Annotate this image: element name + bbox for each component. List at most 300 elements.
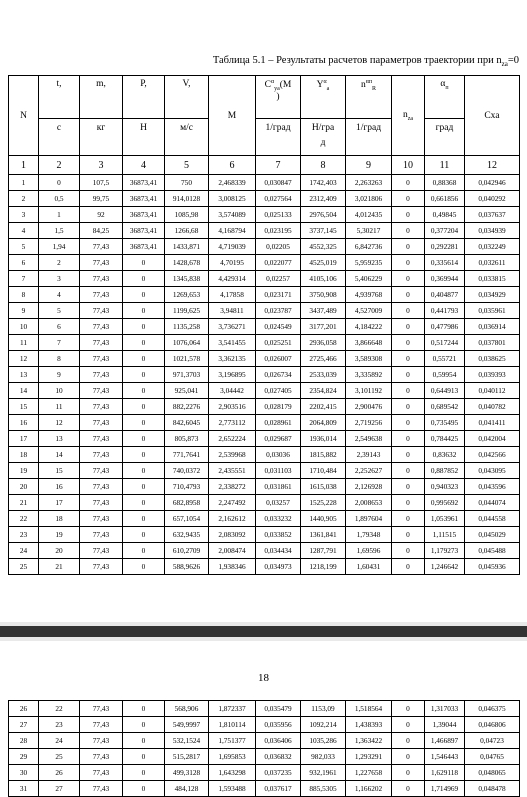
table-cell: 0 xyxy=(123,303,165,319)
table-cell: 3,866648 xyxy=(346,335,392,351)
table-row xyxy=(9,271,520,287)
table-cell: 0 xyxy=(392,207,425,223)
colnum-cell: 2 xyxy=(39,156,80,175)
table-cell: 26 xyxy=(39,765,80,781)
table-cell: 0,042946 xyxy=(465,175,520,191)
table-cell: 1199,625 xyxy=(165,303,209,319)
header-m: m, xyxy=(80,76,123,119)
header-nr: $n^{\alpha п}_R$ xyxy=(346,76,392,119)
table-cell: 0 xyxy=(123,367,165,383)
table-cell: 3,196895 xyxy=(209,367,256,383)
table-row xyxy=(9,287,520,303)
table-cell: 0,369944 xyxy=(425,271,465,287)
table-cell: 0,034973 xyxy=(256,559,301,575)
table-cell: 0,043596 xyxy=(465,479,520,495)
table-cell: 1,466897 xyxy=(425,733,465,749)
results-table-continuation xyxy=(8,700,520,797)
table-cell: 6 xyxy=(39,319,80,335)
table-cell: 1,79348 xyxy=(346,527,392,543)
table-cell: 0,039393 xyxy=(465,367,520,383)
table-cell: 2,083092 xyxy=(209,527,256,543)
table-cell: 0 xyxy=(392,271,425,287)
header-t: t, xyxy=(39,76,80,119)
table-cell: 0,046806 xyxy=(465,717,520,733)
colnum-cell: 3 xyxy=(80,156,123,175)
table-cell: 682,8958 xyxy=(165,495,209,511)
table-cell: 16 xyxy=(39,479,80,495)
colnum-cell: 7 xyxy=(256,156,301,175)
table-cell: 3,04442 xyxy=(209,383,256,399)
table-cell: 0,040112 xyxy=(465,383,520,399)
table-row xyxy=(9,495,520,511)
colnum-cell: 11 xyxy=(425,156,465,175)
table-cell: 0 xyxy=(123,447,165,463)
table-cell: 1035,286 xyxy=(301,733,346,749)
table-cell: 0,404877 xyxy=(425,287,465,303)
table-cell: 77,43 xyxy=(80,781,123,797)
table-row xyxy=(9,207,520,223)
table-cell: 14 xyxy=(39,447,80,463)
table-row xyxy=(9,351,520,367)
table-cell: 1,60431 xyxy=(346,559,392,575)
table-cell: 0,689542 xyxy=(425,399,465,415)
table-cell: 19 xyxy=(39,527,80,543)
table-cell: 0 xyxy=(392,447,425,463)
table-cell: 0 xyxy=(392,399,425,415)
table-cell: 1,94 xyxy=(39,239,80,255)
table-cell: 12 xyxy=(39,415,80,431)
table-cell: 1815,882 xyxy=(301,447,346,463)
table-row xyxy=(9,479,520,495)
table-cell: 14 xyxy=(9,383,39,399)
table-cell: 740,0372 xyxy=(165,463,209,479)
table-cell: 2,247492 xyxy=(209,495,256,511)
table-cell: 0,048065 xyxy=(465,765,520,781)
table-cell: 2,162612 xyxy=(209,511,256,527)
table-cell: 25 xyxy=(9,559,39,575)
table-cell: 7 xyxy=(39,335,80,351)
table-cell: 1269,653 xyxy=(165,287,209,303)
table-cell: 1153,09 xyxy=(301,701,346,717)
table-cell: 29 xyxy=(9,749,39,765)
table-cell: 4,17858 xyxy=(209,287,256,303)
table-cell: 0 xyxy=(123,431,165,447)
table-cell: 0,036914 xyxy=(465,319,520,335)
table-cell: 0,887852 xyxy=(425,463,465,479)
table-row xyxy=(9,431,520,447)
table-cell: 0 xyxy=(392,431,425,447)
table-cell: 77,43 xyxy=(80,287,123,303)
table-cell: 4,184222 xyxy=(346,319,392,335)
table-cell: 5 xyxy=(9,239,39,255)
table-cell: 0 xyxy=(392,223,425,239)
table-cell: 25 xyxy=(39,749,80,765)
table-row xyxy=(9,749,520,765)
table-cell: 0,037637 xyxy=(465,207,520,223)
table-cell: 925,041 xyxy=(165,383,209,399)
table-cell: 1,5 xyxy=(39,223,80,239)
table-cell: 77,43 xyxy=(80,319,123,335)
table-cell: 77,43 xyxy=(80,479,123,495)
table-cell: 2,252627 xyxy=(346,463,392,479)
table-cell: 0 xyxy=(392,175,425,191)
table-cell: 971,3703 xyxy=(165,367,209,383)
table-cell: 1,897604 xyxy=(346,511,392,527)
table-cell: 17 xyxy=(9,431,39,447)
table-cell: 1,227658 xyxy=(346,765,392,781)
header-v: V, xyxy=(165,76,209,119)
table-cell: 1,695853 xyxy=(209,749,256,765)
table-cell: 1361,841 xyxy=(301,527,346,543)
table-cell: 588,9626 xyxy=(165,559,209,575)
table-cell: 0 xyxy=(123,255,165,271)
caption-tail: =0 xyxy=(507,55,519,66)
table-cell: 0,035961 xyxy=(465,303,520,319)
table-cell: 632,9435 xyxy=(165,527,209,543)
table-cell: 6 xyxy=(9,255,39,271)
table-cell: 0,023787 xyxy=(256,303,301,319)
table-cell: 0,02257 xyxy=(256,271,301,287)
table-cell: 77,43 xyxy=(80,335,123,351)
header-row-names xyxy=(9,76,520,119)
table-row xyxy=(9,717,520,733)
table-cell: 36873,41 xyxy=(123,191,165,207)
colnum-cell: 12 xyxy=(465,156,520,175)
table-cell: 3,021806 xyxy=(346,191,392,207)
table-cell: 77,43 xyxy=(80,717,123,733)
table-cell: 0 xyxy=(123,335,165,351)
table-cell: 0 xyxy=(123,319,165,335)
table-cell: 9 xyxy=(9,303,39,319)
table-cell: 11 xyxy=(39,399,80,415)
table-cell: 0,034434 xyxy=(256,543,301,559)
table-cell: 20 xyxy=(39,543,80,559)
table-cell: 19 xyxy=(9,463,39,479)
table-cell: 1,518564 xyxy=(346,701,392,717)
table-cell: 2354,824 xyxy=(301,383,346,399)
colnum-cell: 10 xyxy=(392,156,425,175)
table-cell: 1,69596 xyxy=(346,543,392,559)
table-cell: 36873,41 xyxy=(123,207,165,223)
table-cell: 7 xyxy=(9,271,39,287)
table-cell: 15 xyxy=(39,463,80,479)
table-cell: 1,593488 xyxy=(209,781,256,797)
unit-cya: 1/град xyxy=(256,119,301,156)
table-cell: 10 xyxy=(9,319,39,335)
table-cell: 0,784425 xyxy=(425,431,465,447)
table-cell: 4552,325 xyxy=(301,239,346,255)
table-cell: 9 xyxy=(39,367,80,383)
unit-ya: Н/гра д xyxy=(301,119,346,156)
table-cell: 0 xyxy=(392,701,425,717)
table-cell: 31 xyxy=(9,781,39,797)
table-cell: 0,04765 xyxy=(465,749,520,765)
table-cell: 8 xyxy=(39,351,80,367)
table-cell: 3750,908 xyxy=(301,287,346,303)
table-cell: 0 xyxy=(123,511,165,527)
table-cell: 4,168794 xyxy=(209,223,256,239)
table-cell: 0,023195 xyxy=(256,223,301,239)
table-cell: 2725,466 xyxy=(301,351,346,367)
table-cell: 107,5 xyxy=(80,175,123,191)
table-cell: 885,5305 xyxy=(301,781,346,797)
table-cell: 4,719039 xyxy=(209,239,256,255)
header-ya: $Y^\alpha_a$ xyxy=(301,76,346,119)
table-cell: 1,246642 xyxy=(425,559,465,575)
table-cell: 18 xyxy=(39,511,80,527)
table-cell: 2,900476 xyxy=(346,399,392,415)
colnum-cell: 1 xyxy=(9,156,39,175)
table-cell: 1,938346 xyxy=(209,559,256,575)
table-cell: 532,1524 xyxy=(165,733,209,749)
table-cell: 0,023171 xyxy=(256,287,301,303)
table-cell: 4525,019 xyxy=(301,255,346,271)
table-cell: 0,04723 xyxy=(465,733,520,749)
table-cell: 3,541455 xyxy=(209,335,256,351)
table-cell: 0 xyxy=(392,543,425,559)
table-cell: 2,435551 xyxy=(209,463,256,479)
table-cell: 92 xyxy=(80,207,123,223)
table-cell: 77,43 xyxy=(80,765,123,781)
table-cell: 4,527009 xyxy=(346,303,392,319)
table-cell: 0 xyxy=(392,479,425,495)
table-cell: 771,7641 xyxy=(165,447,209,463)
table-cell: 0,043095 xyxy=(465,463,520,479)
table-cell: 1085,98 xyxy=(165,207,209,223)
table-row xyxy=(9,383,520,399)
header-alpha: $\alpha_п$ xyxy=(425,76,465,119)
table-cell: 1,872337 xyxy=(209,701,256,717)
table-cell: 77,43 xyxy=(80,431,123,447)
table-cell: 0 xyxy=(123,717,165,733)
table-cell: 1,643298 xyxy=(209,765,256,781)
table-cell: 0,030847 xyxy=(256,175,301,191)
table-cell: 2 xyxy=(9,191,39,207)
table-cell: 0,661856 xyxy=(425,191,465,207)
unit-p: Н xyxy=(123,119,165,156)
table-cell: 77,43 xyxy=(80,399,123,415)
table-cell: 0,035479 xyxy=(256,701,301,717)
table-cell: 0,025251 xyxy=(256,335,301,351)
table-row xyxy=(9,701,520,717)
table-cell: 0,044074 xyxy=(465,495,520,511)
table-cell: 0 xyxy=(392,495,425,511)
table-cell: 0,022077 xyxy=(256,255,301,271)
table-cell: 1266,68 xyxy=(165,223,209,239)
caption-sub: za xyxy=(501,60,508,69)
table-cell: 0,025133 xyxy=(256,207,301,223)
table-cell: 1345,838 xyxy=(165,271,209,287)
table-cell: 1,293291 xyxy=(346,749,392,765)
table-row xyxy=(9,319,520,335)
table-cell: 1615,038 xyxy=(301,479,346,495)
table-cell: 1,179273 xyxy=(425,543,465,559)
table-cell: 0 xyxy=(392,335,425,351)
column-number-row xyxy=(9,156,520,175)
table-cell: 2533,039 xyxy=(301,367,346,383)
table-cell: 0,048478 xyxy=(465,781,520,797)
table-cell: 28 xyxy=(9,733,39,749)
table-cell: 0,031103 xyxy=(256,463,301,479)
table-cell: 0,735495 xyxy=(425,415,465,431)
table-cell: 4 xyxy=(9,223,39,239)
table-row xyxy=(9,733,520,749)
table-cell: 0,031861 xyxy=(256,479,301,495)
table-cell: 1710,484 xyxy=(301,463,346,479)
table-cell: 18 xyxy=(9,447,39,463)
colnum-cell: 5 xyxy=(165,156,209,175)
table-cell: 1076,064 xyxy=(165,335,209,351)
table-cell: 0,046375 xyxy=(465,701,520,717)
table-cell: 77,43 xyxy=(80,271,123,287)
table-cell: 13 xyxy=(9,367,39,383)
table-cell: 4105,106 xyxy=(301,271,346,287)
table-cell: 77,43 xyxy=(80,351,123,367)
table-cell: 0,83632 xyxy=(425,447,465,463)
table-cell: 0 xyxy=(123,287,165,303)
table-cell: 3,736271 xyxy=(209,319,256,335)
table-cell: 2312,409 xyxy=(301,191,346,207)
table-cell: 0,042566 xyxy=(465,447,520,463)
unit-nr: 1/град xyxy=(346,119,392,156)
table-cell: 0,045936 xyxy=(465,559,520,575)
table-cell: 0,037617 xyxy=(256,781,301,797)
unit-alpha: град xyxy=(425,119,465,156)
table-cell: 2,549638 xyxy=(346,431,392,447)
table-cell: 1092,214 xyxy=(301,717,346,733)
table-cell: 0 xyxy=(123,765,165,781)
table-cell: 27 xyxy=(9,717,39,733)
table-cell: 36873,41 xyxy=(123,175,165,191)
table-cell: 0 xyxy=(392,527,425,543)
table-cell: 0 xyxy=(123,399,165,415)
table-cell: 3737,145 xyxy=(301,223,346,239)
table-cell: 0 xyxy=(392,765,425,781)
table-cell: 0,028961 xyxy=(256,415,301,431)
table-cell: 2,263263 xyxy=(346,175,392,191)
table-cell: 2202,415 xyxy=(301,399,346,415)
table-row xyxy=(9,781,520,797)
table-cell: 1021,578 xyxy=(165,351,209,367)
table-cell: 0 xyxy=(392,367,425,383)
table-cell: 1,363422 xyxy=(346,733,392,749)
table-caption xyxy=(213,55,519,68)
table-cell: 0 xyxy=(392,287,425,303)
table-cell: 710,4793 xyxy=(165,479,209,495)
table-cell: 77,43 xyxy=(80,239,123,255)
table-cell: 0,033852 xyxy=(256,527,301,543)
table-cell: 21 xyxy=(39,559,80,575)
table-cell: 0,292281 xyxy=(425,239,465,255)
header-row-units xyxy=(9,119,520,156)
table-cell: 4,429314 xyxy=(209,271,256,287)
table-cell: 657,1054 xyxy=(165,511,209,527)
table-row xyxy=(9,303,520,319)
table-cell: 1,546443 xyxy=(425,749,465,765)
table-cell: 0 xyxy=(392,463,425,479)
table-cell: 1 xyxy=(39,207,80,223)
table-cell: 3,335892 xyxy=(346,367,392,383)
table-cell: 77,43 xyxy=(80,447,123,463)
table-cell: 22 xyxy=(39,701,80,717)
table-cell: 0 xyxy=(123,383,165,399)
table-cell: 0,045029 xyxy=(465,527,520,543)
table-cell: 2,008474 xyxy=(209,543,256,559)
table-cell: 4,70195 xyxy=(209,255,256,271)
table-cell: 0,032611 xyxy=(465,255,520,271)
table-cell: 0 xyxy=(123,701,165,717)
table-cell: 22 xyxy=(9,511,39,527)
table-cell: 0,026007 xyxy=(256,351,301,367)
table-cell: 0,377204 xyxy=(425,223,465,239)
table-cell: 0 xyxy=(392,559,425,575)
table-cell: 0 xyxy=(392,351,425,367)
table-cell: 0 xyxy=(392,717,425,733)
table-cell: 0,940323 xyxy=(425,479,465,495)
table-cell: 1440,905 xyxy=(301,511,346,527)
table-cell: 0,03036 xyxy=(256,447,301,463)
table-cell: 0,041411 xyxy=(465,415,520,431)
table-cell: 0,995692 xyxy=(425,495,465,511)
table-cell: 1428,678 xyxy=(165,255,209,271)
page-separator xyxy=(0,626,527,637)
table-cell: 1 xyxy=(9,175,39,191)
table-cell: 36873,41 xyxy=(123,223,165,239)
table-row xyxy=(9,239,520,255)
table-cell: 0,034929 xyxy=(465,287,520,303)
table-cell: 2 xyxy=(39,255,80,271)
table-cell: 0,88368 xyxy=(425,175,465,191)
table-row xyxy=(9,175,520,191)
table-row xyxy=(9,255,520,271)
table-cell: 0 xyxy=(392,319,425,335)
table-cell: 0 xyxy=(123,415,165,431)
table-cell: 0 xyxy=(123,271,165,287)
table-cell: 0,026734 xyxy=(256,367,301,383)
table-cell: 26 xyxy=(9,701,39,717)
table-cell: 842,6045 xyxy=(165,415,209,431)
table-cell: 0,038625 xyxy=(465,351,520,367)
table-cell: 4 xyxy=(39,287,80,303)
table-cell: 0 xyxy=(392,415,425,431)
table-row xyxy=(9,399,520,415)
table-cell: 8 xyxy=(9,287,39,303)
table-cell: 77,43 xyxy=(80,511,123,527)
table-cell: 3,008125 xyxy=(209,191,256,207)
table-cell: 0 xyxy=(39,175,80,191)
table-cell: 0,027405 xyxy=(256,383,301,399)
header-n: N xyxy=(9,76,39,156)
table-cell: 882,2276 xyxy=(165,399,209,415)
table-row xyxy=(9,765,520,781)
table-cell: 77,43 xyxy=(80,701,123,717)
page-number: 18 xyxy=(258,672,269,684)
table-cell: 0 xyxy=(392,255,425,271)
table-cell: 549,9997 xyxy=(165,717,209,733)
table-cell: 15 xyxy=(9,399,39,415)
table-cell: 805,873 xyxy=(165,431,209,447)
table-cell: 1936,014 xyxy=(301,431,346,447)
table-cell: 77,43 xyxy=(80,559,123,575)
table-cell: 77,43 xyxy=(80,527,123,543)
table-cell: 1,751377 xyxy=(209,733,256,749)
table-cell: 0,037235 xyxy=(256,765,301,781)
table-cell: 30 xyxy=(9,765,39,781)
table-cell: 0,033815 xyxy=(465,271,520,287)
table-cell: 0,032249 xyxy=(465,239,520,255)
table-cell: 0,044558 xyxy=(465,511,520,527)
table-cell: 77,43 xyxy=(80,543,123,559)
